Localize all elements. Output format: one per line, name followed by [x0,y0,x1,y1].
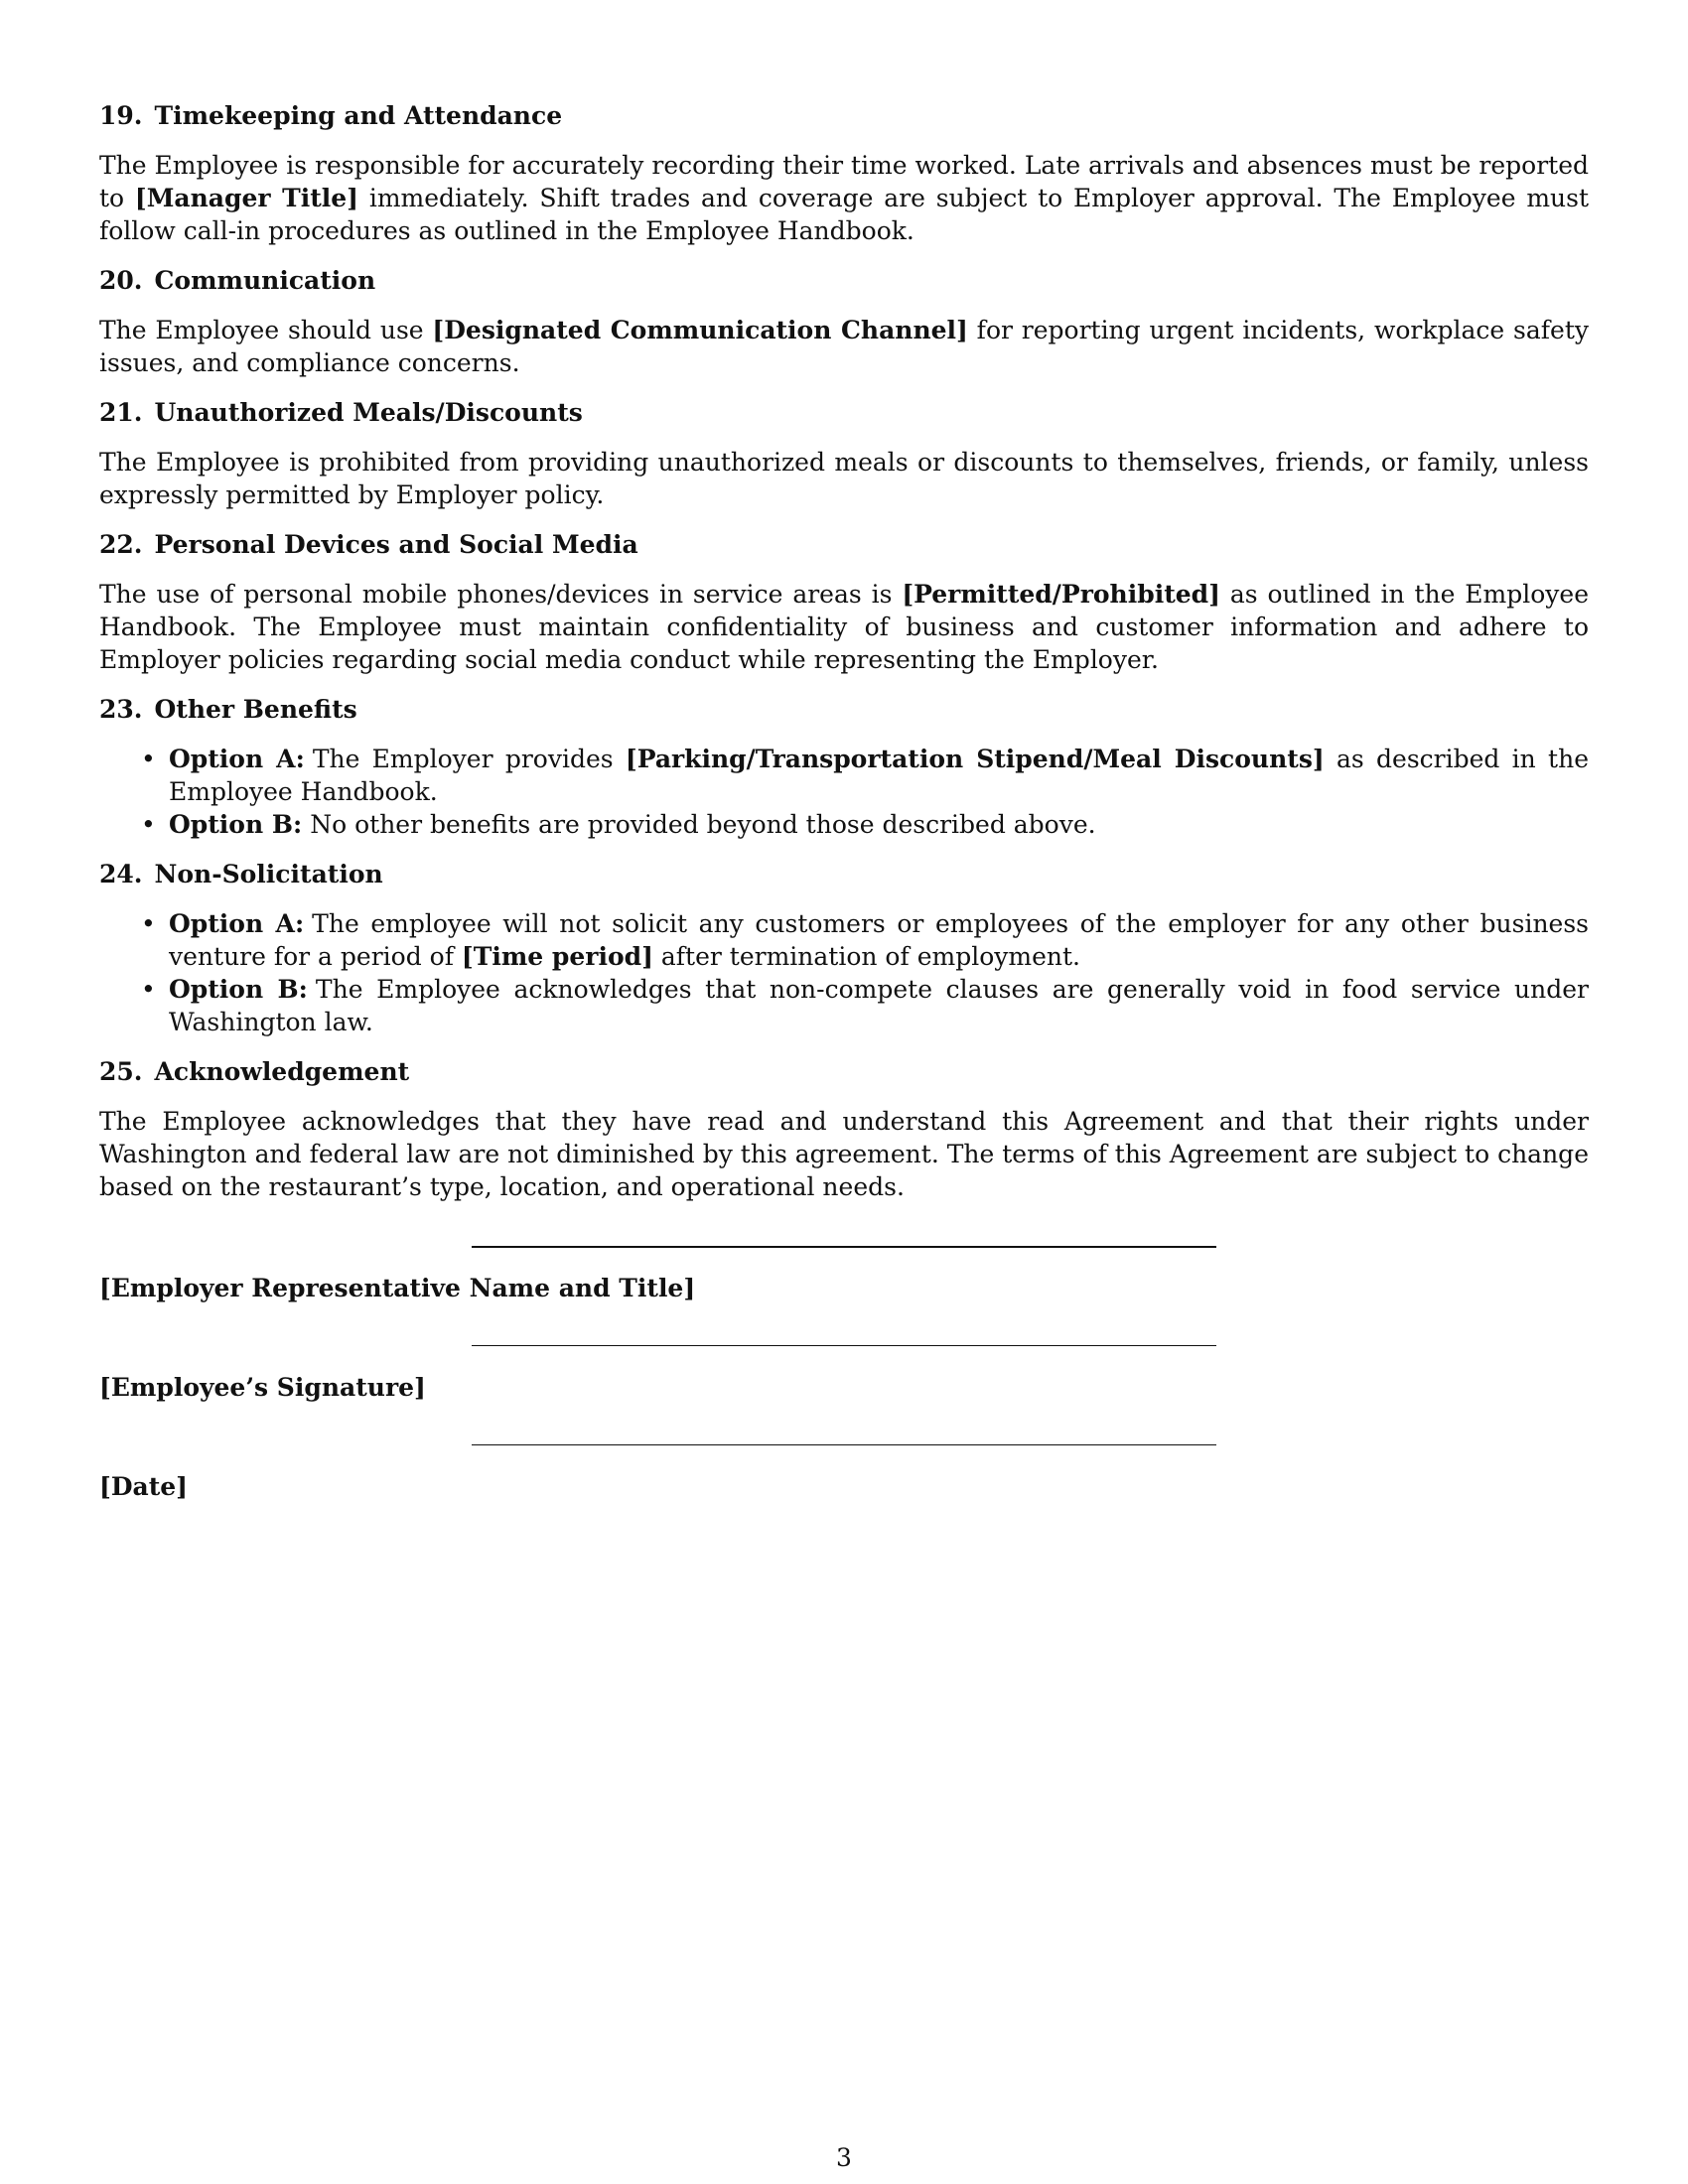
section-title: Unauthorized Meals/Discounts [154,398,583,427]
paragraph-text: The Employee should use [99,316,433,344]
option-label: Option B: [169,975,308,1004]
placeholder-manager-title: [Manager Title] [134,184,359,212]
section-paragraph-25: The Employee acknowledges that they have read and understand this Agreement and that their rights under Washington and federal law are not diminished by this agreement. The terms of this Agreement are subject to change based on the restaurant’s type, location, and operational needs. [99,1107,1589,1201]
list-item [169,743,1589,808]
section-heading-25 [99,1055,1589,1088]
section-heading-19 [99,99,1589,132]
page-number: 3 [836,2143,852,2172]
paragraph-text: immediately. Shift trades and coverage are subject to Employer approval. The Employee must follow call-in procedures as outlined in the Employee Handbook. [99,184,1590,245]
section-number: 23. [99,695,143,724]
section-number: 19. [99,101,143,130]
section-number: 24. [99,860,143,888]
list-item [169,973,1589,1038]
date-line[interactable] [472,1444,1216,1445]
section-number: 20. [99,266,143,295]
section-title: Acknowledgement [154,1057,410,1086]
section-number: 25. [99,1057,143,1086]
section-heading-23 [99,693,1589,726]
section-paragraph-20 [99,314,1589,379]
section-paragraph-22 [99,578,1589,676]
signature-block [99,1246,1589,1504]
option-text: The employee will not solicit any customers or employees of the employer for any other business venture for a period of [169,909,1589,971]
section-title: Non-Solicitation [154,860,383,888]
list-item [169,808,1589,841]
options-list-24 [99,907,1589,1038]
section-paragraph-19 [99,149,1589,247]
section-heading-22 [99,528,1589,561]
employee-signature-label: [Employee’s Signature] [99,1373,426,1402]
option-text: The Employee acknowledges that non-compete clauses are generally void in food service under Washington law. [169,975,1589,1036]
section-number: 21. [99,398,143,427]
section-heading-21 [99,396,1589,429]
employer-signature-line[interactable] [472,1246,1216,1248]
section-heading-24 [99,858,1589,890]
option-label: Option B: [169,810,303,839]
section-title: Communication [154,266,376,295]
options-list-23 [99,743,1589,841]
paragraph-text: as outlined in the Employee Handbook. The Employee must maintain confidentiality of business and customer information and adhere to Employer policies regarding social media conduct while representing the Employer. [99,580,1589,674]
paragraph-text: The use of personal mobile phones/devices in service areas is [99,580,903,609]
placeholder-benefits: [Parking/Transportation Stipend/Meal Discounts] [625,745,1325,773]
paragraph-text: The Employee is responsible for accurately recording their time worked. Late arrivals and absences must be reported to [99,151,1589,212]
option-label: Option A: [169,745,305,773]
document-body [99,99,1589,1220]
employee-signature-line[interactable] [472,1345,1216,1346]
list-item [169,907,1589,973]
placeholder-communication-channel: [Designated Communication Channel] [432,316,968,344]
option-label: Option A: [169,909,305,938]
section-title: Other Benefits [154,695,357,724]
option-text: as described in the Employee Handbook. [169,745,1589,806]
option-text: The Employer provides [312,745,626,773]
employer-signature-label: [Employer Representative Name and Title] [99,1274,696,1302]
placeholder-permitted-prohibited: [Permitted/Prohibited] [902,580,1220,609]
option-text: No other benefits are provided beyond those described above. [310,810,1096,839]
section-heading-20 [99,264,1589,297]
date-label: [Date] [99,1472,188,1501]
section-title: Personal Devices and Social Media [154,530,638,559]
section-paragraph-21: The Employee is prohibited from providing unauthorized meals or discounts to themselves, friends, or family, unless expressly permitted by Employer policy. [99,448,1589,509]
option-text: after termination of employment. [652,942,1080,971]
section-title: Timekeeping and Attendance [154,101,563,130]
section-number: 22. [99,530,143,559]
placeholder-time-period: [Time period] [461,942,653,971]
paragraph-text: for reporting urgent incidents, workplace safety issues, and compliance concerns. [99,316,1589,377]
